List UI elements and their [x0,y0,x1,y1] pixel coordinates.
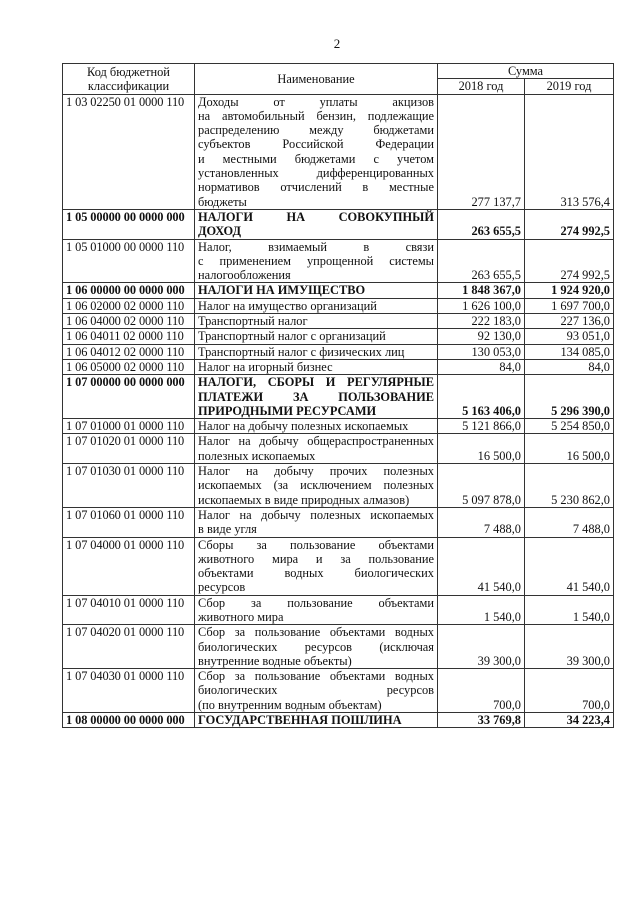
cell-name-line: ископаемых (за исключением полезных [198,478,434,493]
cell-code: 1 07 04020 01 0000 110 [63,625,195,669]
cell-name-line: Налог на добычу прочих полезных [198,464,434,479]
cell-name-line: распределению между бюджетами [198,123,434,138]
cell-name-line: субъектов Российской Федерации [198,137,434,152]
cell-name-line: Транспортный налог [198,314,308,329]
table-row [63,239,614,283]
cell-name-line: ПЛАТЕЖИ ЗА ПОЛЬЗОВАНИЕ [198,389,434,404]
cell-amount-2019: 5 254 850,0 [525,419,614,434]
cell-code: 1 05 00000 00 0000 000 [63,209,195,239]
cell-name [195,94,438,209]
cell-name-line: Сбор за пользование объектами [198,595,434,610]
cell-name-line: Налог на имущество организаций [198,298,377,313]
cell-code: 1 06 05000 02 0000 110 [63,359,195,374]
table-row [63,464,614,508]
cell-amount-2018: 277 137,7 [438,94,525,209]
cell-name-line: ДОХОД [198,224,242,239]
cell-amount-2019: 16 500,0 [525,434,614,464]
cell-amount-2019: 93 051,0 [525,329,614,344]
cell-code: 1 06 02000 02 0000 110 [63,298,195,313]
cell-amount-2019: 274 992,5 [525,239,614,283]
table-row [63,419,614,434]
budget-revenue-table [62,63,614,728]
table-row [63,359,614,374]
cell-name [195,434,438,464]
table-row [63,669,614,713]
cell-name [195,283,438,298]
table-row [63,537,614,595]
cell-amount-2018: 5 163 406,0 [438,375,525,419]
cell-code: 1 06 04000 02 0000 110 [63,314,195,329]
cell-code: 1 08 00000 00 0000 000 [63,713,195,728]
table-row-section [63,283,614,298]
cell-name-line: Транспортный налог с организаций [198,329,386,344]
cell-name [195,344,438,359]
cell-amount-2019: 1 924 920,0 [525,283,614,298]
cell-code: 1 07 01060 01 0000 110 [63,507,195,537]
cell-amount-2018: 33 769,8 [438,713,525,728]
cell-amount-2019: 700,0 [525,669,614,713]
header-year-2018: 2018 год [438,79,525,94]
cell-amount-2019: 5 296 390,0 [525,375,614,419]
cell-name-line: Транспортный налог с физических лиц [198,344,405,359]
cell-name-line: нормативов отчислений в местные [198,180,434,195]
table-row [63,344,614,359]
table-row-section [63,209,614,239]
table-row [63,625,614,669]
cell-name-line: биологических ресурсов (исключая [198,639,434,654]
header-code-line: классификации [87,78,170,93]
cell-name [195,537,438,595]
cell-amount-2018: 263 655,5 [438,239,525,283]
cell-amount-2018: 130 053,0 [438,344,525,359]
cell-amount-2019: 5 230 862,0 [525,464,614,508]
cell-name-line: животного мира и за пользование [198,551,434,566]
table-row-section [63,713,614,728]
cell-name-line: Доходы от уплаты акцизов [198,94,434,109]
cell-amount-2019: 34 223,4 [525,713,614,728]
cell-name-line: бюджеты [198,194,247,209]
header-code [63,64,195,95]
cell-name-line: Сбор за пользование объектами водных [198,625,434,640]
table-row-section [63,375,614,419]
cell-amount-2019: 313 576,4 [525,94,614,209]
cell-name-line: в виде угля [198,522,257,537]
cell-name [195,595,438,625]
cell-name [195,419,438,434]
cell-amount-2018: 5 121 866,0 [438,419,525,434]
cell-code: 1 06 04011 02 0000 110 [63,329,195,344]
cell-name-line: НАЛОГИ НА СОВОКУПНЫЙ [198,209,434,224]
cell-name [195,375,438,419]
table-body [63,94,614,728]
cell-code: 1 07 01000 01 0000 110 [63,419,195,434]
cell-name-line: (по внутренним водным объектам) [198,697,382,712]
header-name: Наименование [195,64,438,95]
cell-amount-2018: 39 300,0 [438,625,525,669]
cell-name-line: Налог, взимаемый в связи [198,239,434,254]
cell-name-line: НАЛОГИ НА ИМУЩЕСТВО [198,283,366,298]
cell-amount-2019: 227 136,0 [525,314,614,329]
cell-code: 1 06 00000 00 0000 000 [63,283,195,298]
table-row [63,314,614,329]
cell-name [195,713,438,728]
header-sum: Сумма [438,64,614,79]
cell-code: 1 07 00000 00 0000 000 [63,375,195,419]
cell-code: 1 07 01030 01 0000 110 [63,464,195,508]
cell-name-line: Налог на добычу полезных ископаемых [198,507,434,522]
cell-amount-2018: 5 097 878,0 [438,464,525,508]
cell-amount-2018: 1 540,0 [438,595,525,625]
cell-amount-2018: 700,0 [438,669,525,713]
cell-name-line: НАЛОГИ, СБОРЫ И РЕГУЛЯРНЫЕ [198,375,434,390]
cell-name [195,239,438,283]
cell-name-line: Налог на добычу полезных ископаемых [198,419,409,434]
page-number: 2 [333,36,341,51]
cell-name-line: ресурсов [198,580,246,595]
cell-name [195,329,438,344]
table-row [63,595,614,625]
cell-amount-2018: 222 183,0 [438,314,525,329]
cell-name-line: Налог на добычу общераспространенных [198,434,434,449]
cell-amount-2019: 134 085,0 [525,344,614,359]
cell-name-line: Налог на игорный бизнес [198,359,333,374]
cell-amount-2018: 7 488,0 [438,507,525,537]
cell-name-line: установленных дифференцированных [198,166,434,181]
cell-amount-2018: 84,0 [438,359,525,374]
cell-amount-2019: 84,0 [525,359,614,374]
header-code-line: Код бюджетной [87,64,170,79]
table-row [63,329,614,344]
cell-name [195,464,438,508]
cell-name-line: и местными бюджетами с учетом [198,151,434,166]
cell-name-line: биологических ресурсов [198,683,434,698]
cell-amount-2018: 16 500,0 [438,434,525,464]
cell-amount-2019: 1 540,0 [525,595,614,625]
cell-name [195,209,438,239]
cell-amount-2018: 263 655,5 [438,209,525,239]
cell-name-line: налогообложения [198,268,291,283]
cell-name-line: ГОСУДАРСТВЕННАЯ ПОШЛИНА [198,713,402,728]
header-year-2019: 2019 год [525,79,614,94]
cell-amount-2019: 274 992,5 [525,209,614,239]
cell-name-line: полезных ископаемых [198,448,316,463]
cell-amount-2019: 7 488,0 [525,507,614,537]
cell-amount-2018: 1 626 100,0 [438,298,525,313]
cell-name [195,314,438,329]
cell-name [195,625,438,669]
cell-name-line: животного мира [198,609,284,624]
table-row [63,94,614,209]
cell-name-line: Сбор за пользование объектами водных [198,669,434,684]
cell-code: 1 07 01020 01 0000 110 [63,434,195,464]
cell-amount-2019: 1 697 700,0 [525,298,614,313]
cell-amount-2018: 41 540,0 [438,537,525,595]
cell-amount-2019: 41 540,0 [525,537,614,595]
cell-name [195,298,438,313]
table-row [63,507,614,537]
cell-name-line: с применением упрощенной системы [198,253,434,268]
cell-name [195,669,438,713]
table-row [63,298,614,313]
cell-name [195,507,438,537]
cell-code: 1 06 04012 02 0000 110 [63,344,195,359]
cell-name-line: Сборы за пользование объектами [198,537,434,552]
cell-amount-2019: 39 300,0 [525,625,614,669]
table-row [63,434,614,464]
cell-amount-2018: 92 130,0 [438,329,525,344]
cell-code: 1 07 04030 01 0000 110 [63,669,195,713]
cell-code: 1 07 04000 01 0000 110 [63,537,195,595]
cell-name-line: объектами водных биологических [198,566,434,581]
cell-code: 1 07 04010 01 0000 110 [63,595,195,625]
cell-name-line: ископаемых в виде природных алмазов) [198,492,410,507]
cell-name-line: внутренние водные объекты) [198,653,352,668]
cell-name-line: на автомобильный бензин, подлежащие [198,108,434,123]
cell-amount-2018: 1 848 367,0 [438,283,525,298]
cell-name-line: ПРИРОДНЫМИ РЕСУРСАМИ [198,403,377,418]
cell-code: 1 03 02250 01 0000 110 [63,94,195,209]
cell-code: 1 05 01000 00 0000 110 [63,239,195,283]
cell-name [195,359,438,374]
